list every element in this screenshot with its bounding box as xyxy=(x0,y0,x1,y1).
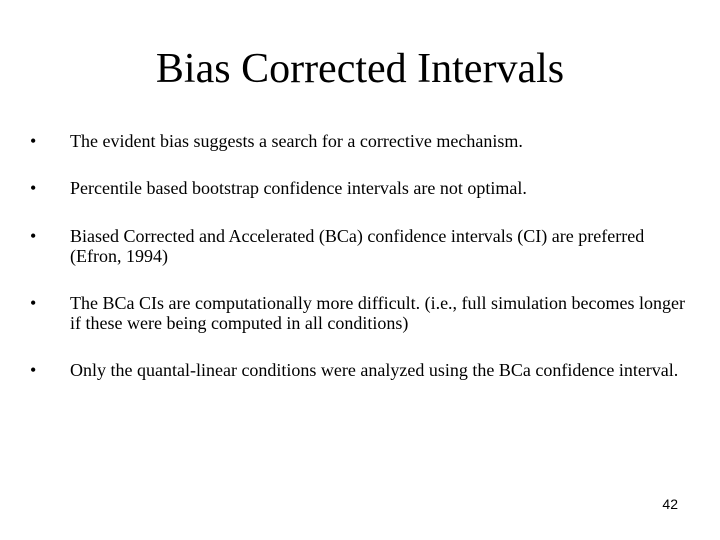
bullet-marker: • xyxy=(30,226,37,246)
bullet-text: Biased Corrected and Accelerated (BCa) confidence intervals (CI) are preferred (Efron, 1994) xyxy=(70,226,645,266)
bullet-item xyxy=(30,178,690,198)
page-number: 42 xyxy=(662,496,678,512)
bullet-marker: • xyxy=(30,178,37,198)
bullet-text: Only the quantal-linear conditions were analyzed using the BCa confidence interval. xyxy=(70,360,679,380)
slide-title: Bias Corrected Intervals xyxy=(155,46,565,92)
bullet-text: The BCa CIs are computationally more difficult. (i.e., full simulation becomes longer if these were being computed in all conditions) xyxy=(70,293,686,333)
bullet-marker: • xyxy=(30,131,37,151)
bullet-item xyxy=(30,131,690,151)
bullet-item xyxy=(30,360,690,380)
bullet-marker: • xyxy=(30,360,37,380)
bullet-text: The evident bias suggests a search for a corrective mechanism. xyxy=(70,131,523,151)
bullet-marker: • xyxy=(30,293,37,313)
bullet-item xyxy=(30,226,690,266)
bullet-text: Percentile based bootstrap confidence intervals are not optimal. xyxy=(70,178,527,198)
bullet-item xyxy=(30,293,690,333)
